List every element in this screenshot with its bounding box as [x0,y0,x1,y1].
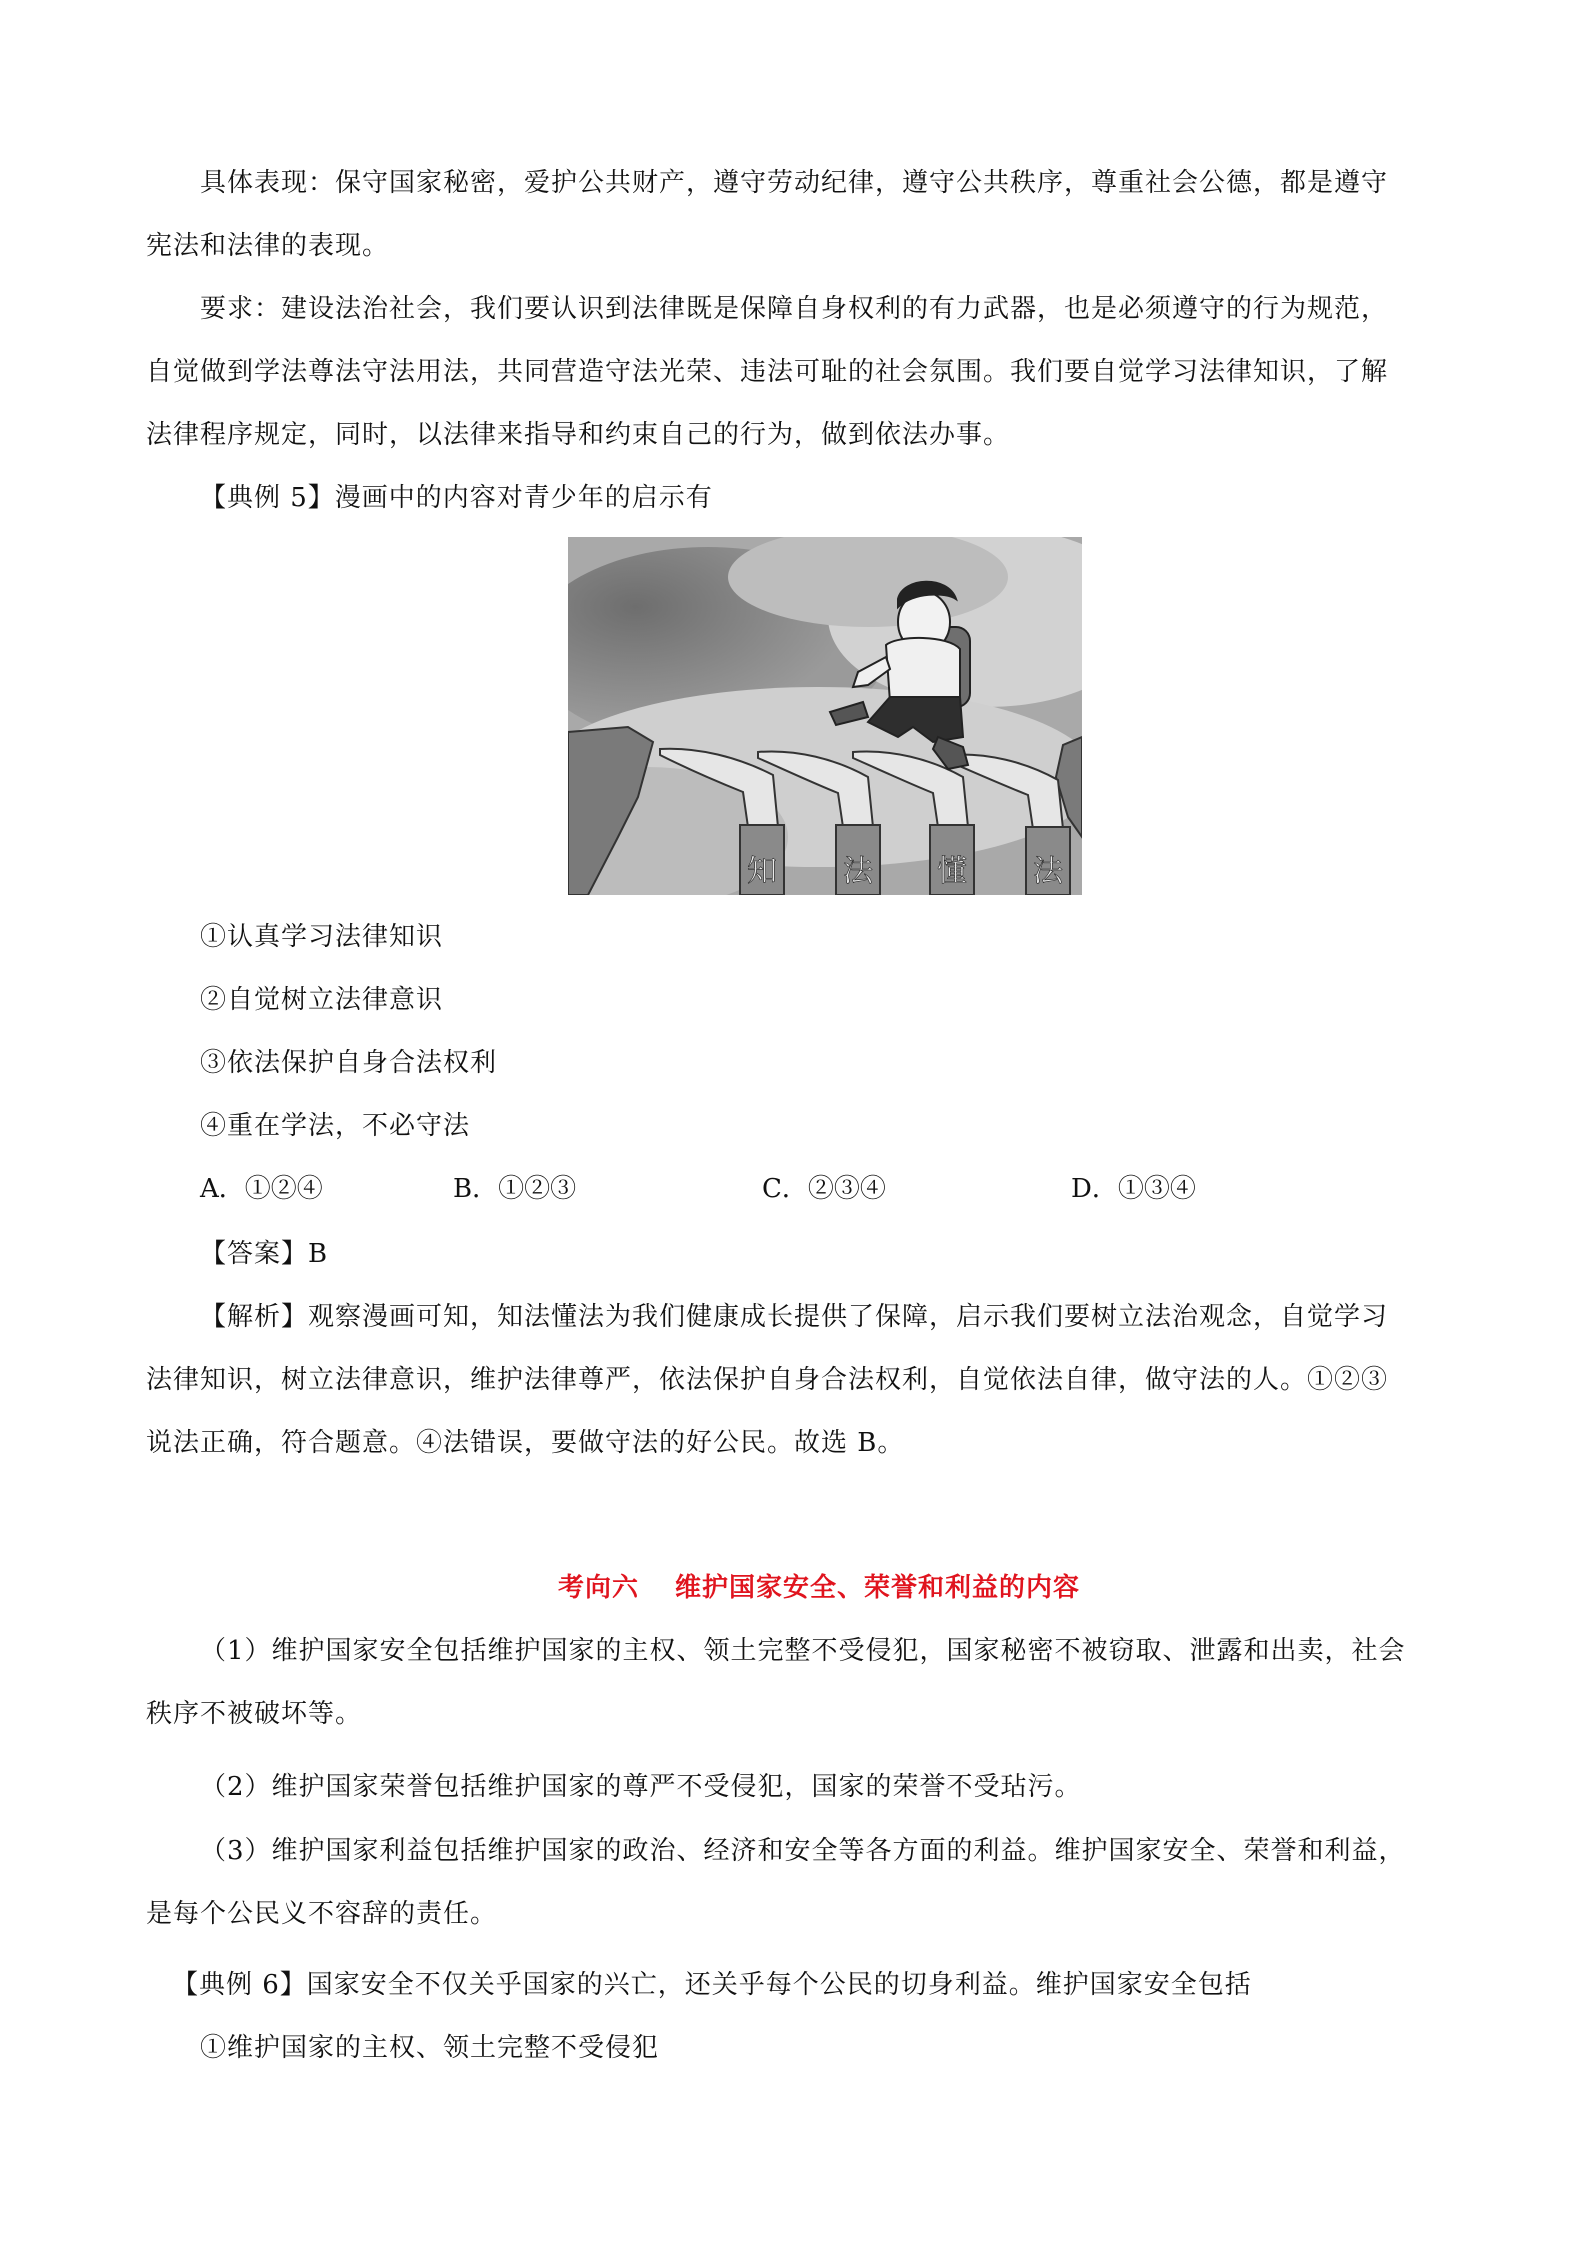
section-heading [558,1571,1080,1605]
section-heading-title: 维护国家安全、荣誉和利益的内容 [675,1573,1081,1603]
point-2: （2）维护国家荣誉包括维护国家的尊严不受侵犯，国家的荣誉不受玷污。 [200,1772,1082,1802]
requirement-text-cont-2: 法律程序规定，同时，以法律来指导和约束自己的行为，做到依法办事。 [146,420,1011,450]
analysis-text-cont-2: 说法正确，符合题意。④法错误，要做守法的好公民。故选 B。 [146,1428,905,1458]
requirement-text-cont-1: 自觉做到学法尊法守法用法，共同营造守法光荣、违法可耻的社会氛围。我们要自觉学习法律知识，了解 [146,357,1389,387]
requirement-text: 要求：建设法治社会，我们要认识到法律既是保障自身权利的有力武器，也是必须遵守的行为规范， [200,294,1389,324]
choice-d[interactable]: D．①③④ [1071,1174,1196,1204]
example6-question: 【典例 6】国家安全不仅关乎国家的兴亡，还关乎每个公民的切身利益。维护国家安全包括 [172,1970,1252,2000]
choice-a[interactable]: A．①②④ [200,1174,323,1204]
point-1-cont: 秩序不被破坏等。 [146,1699,363,1729]
statement-3: ③依法保护自身合法权利 [200,1048,498,1078]
point-3-cont: 是每个公民义不容辞的责任。 [146,1899,498,1929]
choice-b[interactable]: B．①②③ [453,1174,577,1204]
statement-4: ④重在学法，不必守法 [200,1111,471,1141]
hand-label: 懂 [937,854,967,889]
example5-question: 【典例 5】漫画中的内容对青少年的启示有 [200,483,713,513]
point-3: （3）维护国家利益包括维护国家的政治、经济和安全等各方面的利益。维护国家安全、荣誉和利益， [200,1836,1406,1866]
analysis-text-cont-1: 法律知识，树立法律意识，维护法律尊严，依法保护自身合法权利，自觉依法自律，做守法的人。①②③ [146,1365,1389,1395]
manifestation-text: 具体表现：保守国家秘密，爱护公共财产，遵守劳动纪律，遵守公共秩序，尊重社会公德，都是遵守 [200,168,1389,198]
choice-c[interactable]: C．②③④ [762,1174,886,1204]
point-1: （1）维护国家安全包括维护国家的主权、领土完整不受侵犯，国家秘密不被窃取、泄露和出卖，社会 [200,1636,1406,1666]
hand-label: 法 [1033,854,1063,889]
hand-label: 法 [843,854,873,889]
example6-statement-1: ①维护国家的主权、领土完整不受侵犯 [200,2033,660,2063]
manifestation-text-cont: 宪法和法律的表现。 [146,231,390,261]
analysis-text: 【解析】观察漫画可知，知法懂法为我们健康成长提供了保障，启示我们要树立法治观念，自觉学习 [200,1302,1389,1332]
statement-2: ②自觉树立法律意识 [200,985,444,1015]
statement-1: ①认真学习法律知识 [200,922,444,952]
cartoon-image [568,537,1082,895]
section-heading-prefix: 考向六 [558,1573,640,1603]
answer-text: 【答案】B [200,1239,329,1269]
hand-label: 知 [747,854,777,889]
